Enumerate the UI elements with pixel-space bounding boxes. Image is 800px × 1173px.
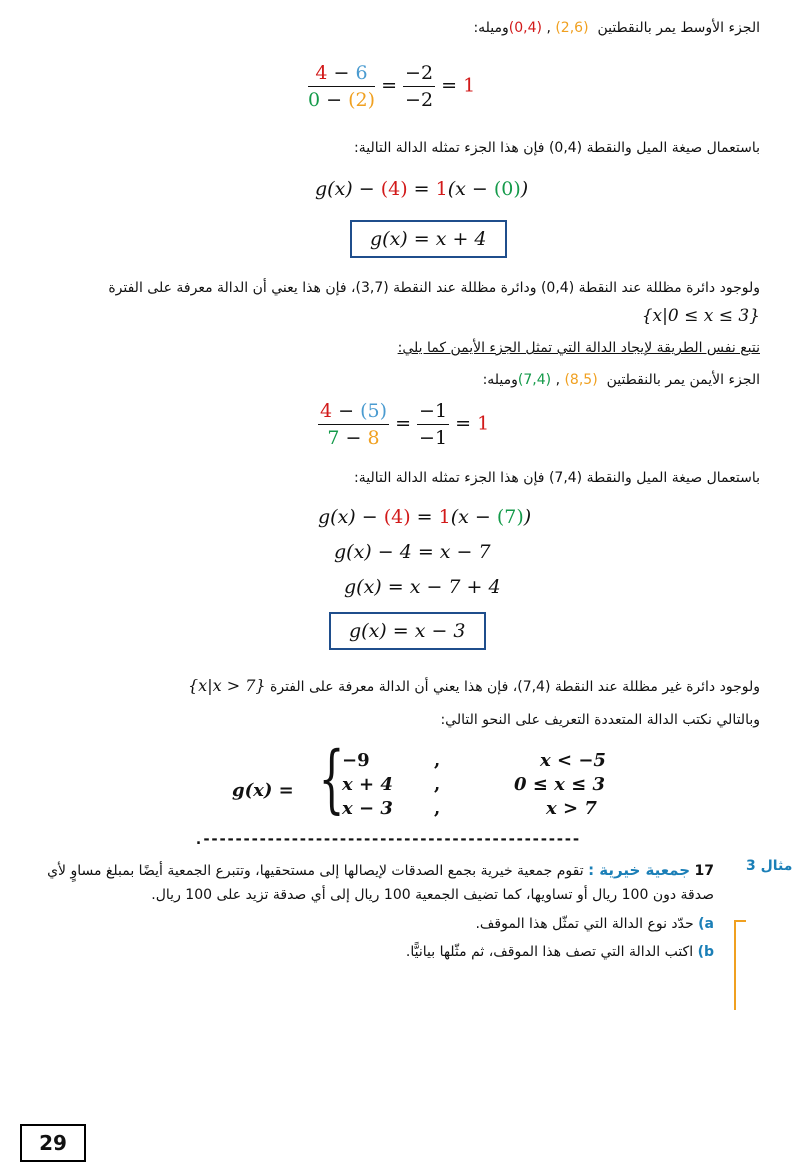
example-body: تقوم جمعية خيرية بجمع الصدقات لإيصالها إلى مستحقيها، وتتبرع الجمعية أيضًا بمبلغ مساوٍ لأي صدقة دون 100 ريال أو تساويها، كما تضيف الجمعية 100 ريال إلى أي صدقة تزيد على 100 ريال. bbox=[47, 863, 714, 903]
comma: , bbox=[546, 20, 551, 36]
right-point-2: (8,5) bbox=[564, 372, 598, 388]
piecewise-rows bbox=[342, 750, 662, 822]
piecewise-row: x + 4 , 0 ≤ x ≤ 3 bbox=[342, 774, 606, 795]
piecewise-lhs: g(x) = bbox=[232, 780, 294, 801]
equation-right-3: g(x) = x − 7 + 4 bbox=[344, 576, 501, 598]
piecewise-row: x − 3 , x > 7 bbox=[342, 798, 597, 819]
middle-part-line bbox=[473, 20, 760, 36]
slope-right-simplified: $\frac{-1}{-1}$ bbox=[419, 400, 448, 449]
boxed-equation-mid: g(x) = x + 4 bbox=[350, 220, 507, 258]
example-part-b: b) اكتب الدالة التي تصف هذا الموقف، ثم مثّلها بيانيًّا. bbox=[405, 944, 714, 960]
right-point-1: (7,4) bbox=[517, 372, 552, 388]
domain-right-line bbox=[188, 676, 760, 695]
example-number-line bbox=[34, 858, 714, 907]
slope-right-result: 1 bbox=[477, 412, 490, 435]
slope-right-fraction: $\frac{4 - (5)}{7 - 8}$ bbox=[320, 400, 388, 449]
example-title: جمعية خيرية : bbox=[588, 861, 691, 879]
slope-point-intro-mid: باستعمال صيغة الميل والنقطة (0,4) فإن هذا الجزء تمثله الدالة التالية: bbox=[354, 140, 760, 156]
right-part-line: الجزء الأيمن يمر بالنقطتين (7,4) , (8,5) وميله: bbox=[482, 372, 760, 388]
right-part-intro: الجزء الأيمن يمر بالنقطتين bbox=[606, 372, 760, 388]
domain-interval-right: {x|x > 7} bbox=[187, 676, 266, 695]
separator-dashes: .----------------------------------------------- bbox=[194, 830, 580, 848]
piecewise-row: −9 , x < −5 bbox=[342, 750, 606, 771]
domain-text-right: ولوجود دائرة غير مظللة عند النقطة (7,4)، فإن هذا يعني أن الدالة معرفة على الفترة bbox=[270, 679, 760, 695]
slope-mid-fraction: $\frac{4 - 6}{0 - (2)}$ bbox=[308, 62, 376, 111]
equation-right-2: g(x) − 4 = x − 7 bbox=[334, 541, 491, 563]
example-label: مثال 3 bbox=[746, 858, 793, 874]
slope-mid-result: 1 bbox=[463, 74, 476, 97]
equation-mid-1: g(x) − (4) = 1(x − (0)) bbox=[315, 178, 529, 200]
domain-interval-mid: {x|0 ≤ x ≤ 3} bbox=[641, 306, 760, 326]
page-number: 29 bbox=[20, 1124, 86, 1162]
curly-brace: { bbox=[318, 736, 345, 822]
slope-point-intro-right: باستعمال صيغة الميل والنقطة (7,4) فإن هذا الجزء تمثله الدالة التالية: bbox=[354, 470, 760, 486]
slope-mid-simplified: $\frac{-2}{-2}$ bbox=[405, 62, 434, 111]
slope-mid-equation: $\frac{4 - 6}{0 - (2)}$ = $\frac{-2}{-2}$ = 1 bbox=[308, 62, 476, 111]
slope-right-equation: $\frac{4 - (5)}{7 - 8}$ = $\frac{-1}{-1}$ = 1 bbox=[320, 400, 490, 449]
slope-word: وميله: bbox=[473, 20, 509, 36]
middle-point-2: (2,6) bbox=[555, 20, 589, 36]
follow-method-heading: نتبع نفس الطريقة لإيجاد الدالة التي تمثل الجزء الأيمن كما يلي: bbox=[397, 340, 760, 356]
domain-text-mid: ولوجود دائرة مظللة عند النقطة (0,4) ودائرة مظللة عند النقطة (3,7)، فإن هذا يعني أن الدالة معرفة على الفترة bbox=[108, 280, 760, 296]
example-part-a: a) حدّد نوع الدالة التي تمثّل هذا الموقف. bbox=[475, 916, 714, 932]
middle-point-1: (0,4) bbox=[508, 20, 542, 36]
piecewise-intro: وبالتالي نكتب الدالة المتعددة التعريف على النحو التالي: bbox=[440, 712, 760, 728]
middle-part-intro: الجزء الأوسط يمر بالنقطتين bbox=[597, 20, 760, 36]
equation-right-1: g(x) − (4) = 1(x − (7)) bbox=[318, 506, 532, 528]
example-bracket bbox=[734, 920, 746, 1010]
boxed-equation-right: g(x) = x − 3 bbox=[329, 612, 486, 650]
example-number: 17 bbox=[694, 863, 714, 879]
